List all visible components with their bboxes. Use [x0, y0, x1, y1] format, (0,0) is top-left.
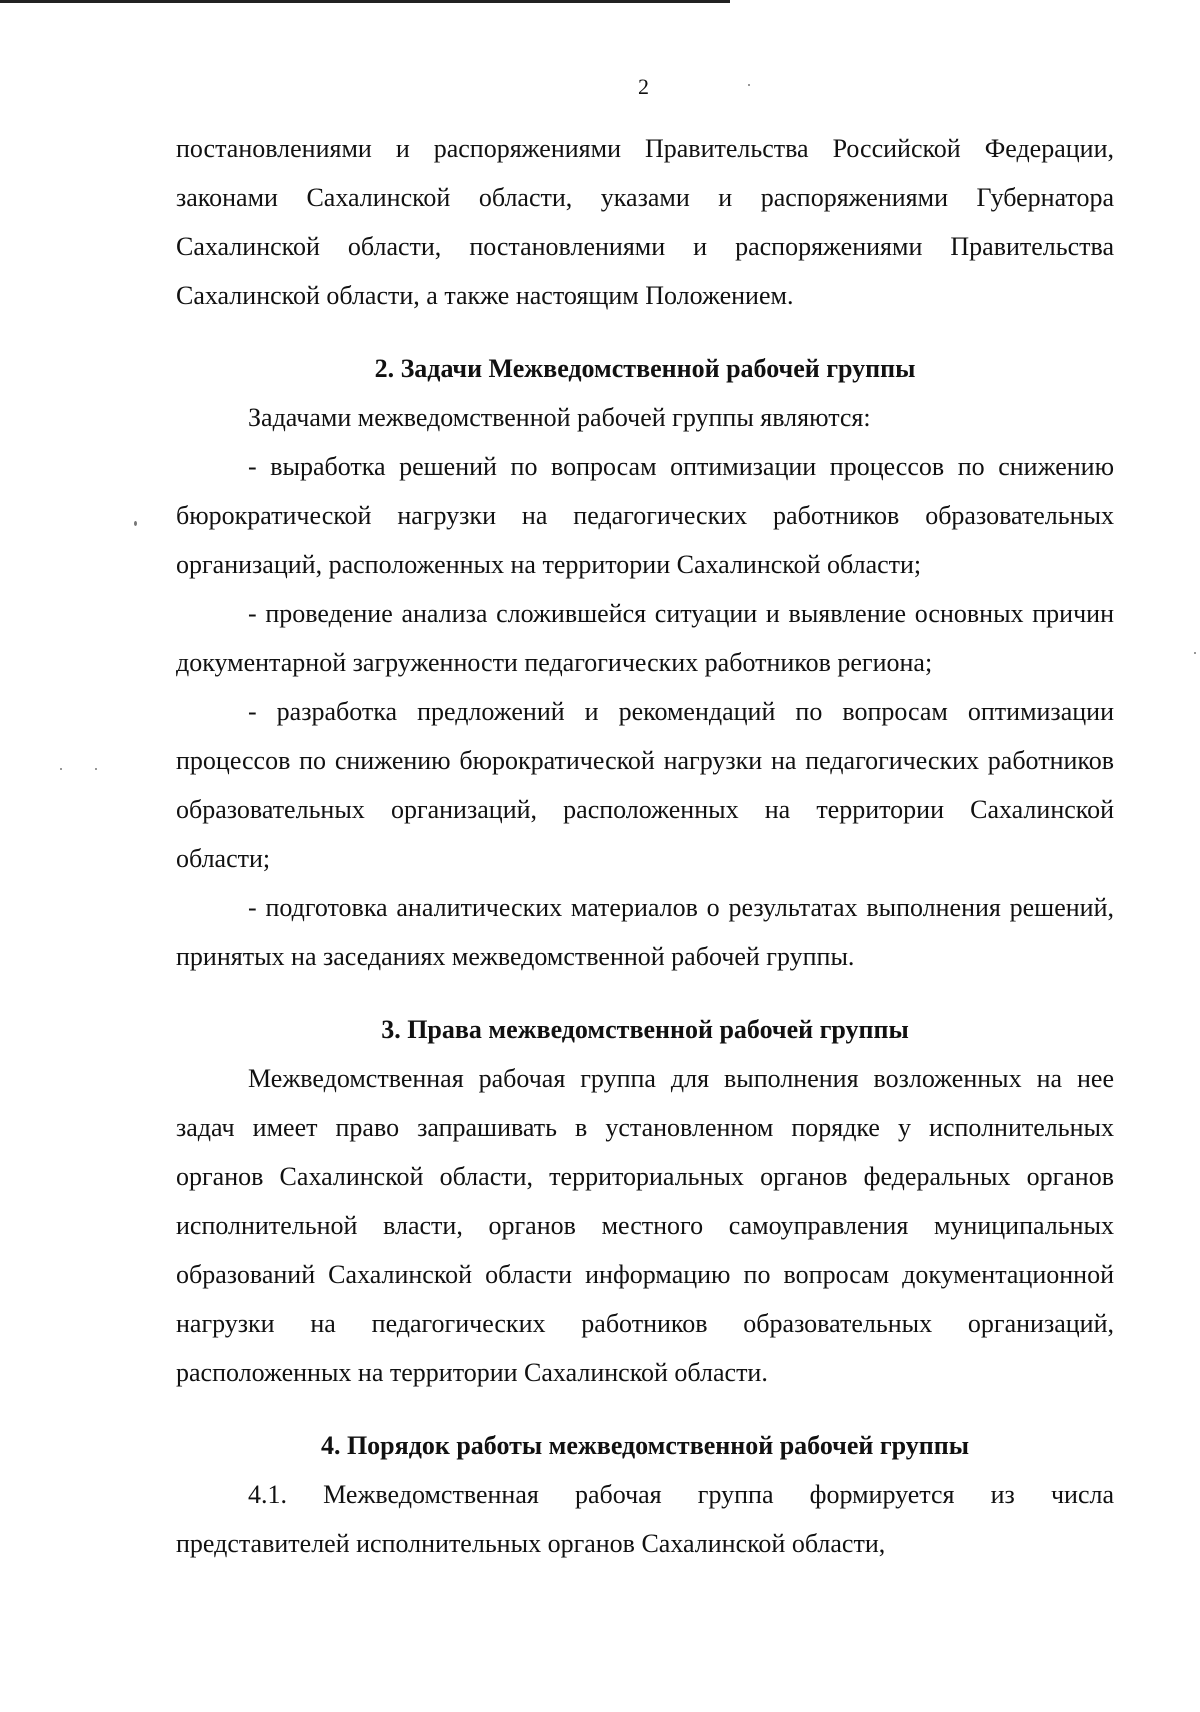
document-body: [176, 124, 1114, 1568]
intro-paragraph: постановлениями и распоряжениями Правительства Российской Федерации, законами Сахалинской области, указами и распоряжениями Губернатора Сахалинской области, постановлениями и распоряжениями Правительства Сахалинской области, а также настоящим Положением.: [176, 134, 1114, 310]
section-2-item-2: - проведение анализа сложившейся ситуации и выявление основных причин документарной загруженности педагогических работников региона;: [176, 599, 1114, 677]
top-border-line: [0, 0, 730, 3]
page-number: 2: [638, 74, 649, 99]
section-2-heading: 2. Задачи Межведомственной рабочей группы: [374, 354, 916, 383]
section-2-item-1: - выработка решений по вопросам оптимизации процессов по снижению бюрократической нагрузки на педагогических работников образовательных организаций, расположенных на территории Сахалинской области;: [176, 452, 1114, 579]
section-4-item-4-1: 4.1. Межведомственная рабочая группа формируется из числа представителей исполнительных органов Сахалинской области,: [176, 1480, 1114, 1558]
section-2-lead: Задачами межведомственной рабочей группы являются:: [248, 403, 871, 432]
section-2-item-3: - разработка предложений и рекомендаций по вопросам оптимизации процессов по снижению бюрократической нагрузки на педагогических работников образовательных организаций, расположенных на территории Сахалинской области;: [176, 697, 1114, 873]
section-3-body: Межведомственная рабочая группа для выполнения возложенных на нее задач имеет право запрашивать в установленном порядке у исполнительных органов Сахалинской области, территориальных органов федеральных органов исполнительной власти, органов местного самоуправления муниципальных образований Сахалинской области информацию по вопросам документационной нагрузки на педагогических работников образовательных организаций, расположенных на территории Сахалинской области.: [176, 1064, 1114, 1387]
scan-speck: [1194, 652, 1196, 654]
scan-speck: [748, 84, 750, 86]
section-4-heading: 4. Порядок работы межведомственной рабочей группы: [320, 1431, 970, 1460]
section-3-heading: 3. Права межведомственной рабочей группы: [381, 1015, 909, 1044]
scan-speck: [134, 521, 137, 526]
scan-speck: [95, 768, 97, 770]
section-2-item-4: - подготовка аналитических материалов о результатах выполнения решений, принятых на заседаниях межведомственной рабочей группы.: [176, 893, 1114, 971]
scan-speck: [60, 768, 62, 770]
